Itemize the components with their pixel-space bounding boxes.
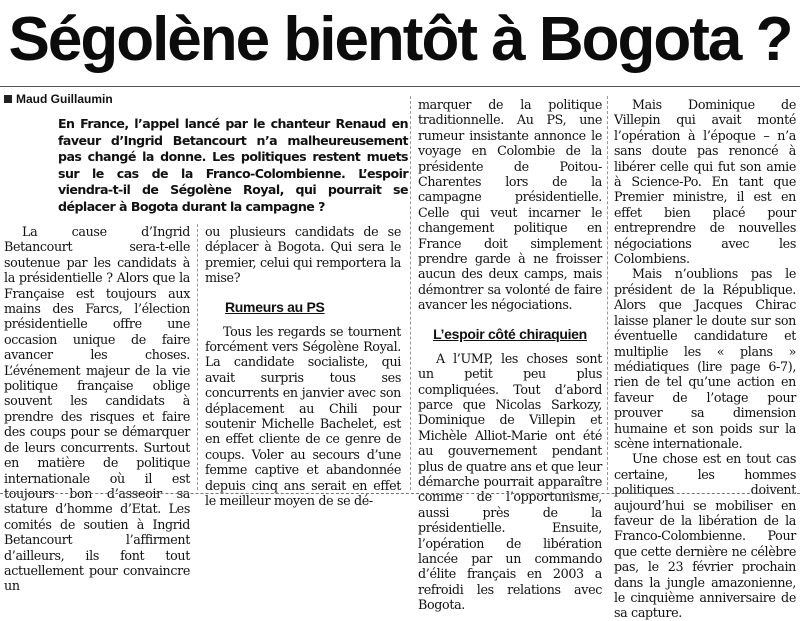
- col4-paragraph-1: Mais Dominique de Villepin qui avait monté l’opération à l’époque – n’a sans doute pas renoncé à libérer celle qui fut son amie à Science-Po. En tant que Premier ministre, il est en effet bien placé pour entreprendre de nouvelles négociations avec les Colombiens.: [614, 97, 796, 267]
- square-bullet-icon: [4, 95, 12, 103]
- col2-paragraph-1: ou plusieurs candidats de se déplacer à Bogota. Qui sera le premier, celui qui remportera la mise?: [205, 224, 401, 286]
- col2-paragraph-2: Tous les regards se tournent forcément vers Ségolène Royal. La candidate socialiste, qui avait surpris tous ses concurrents en janvier avec son déplacement au Chili pour soutenir Michelle Bachelet, est en effet cliente de ce genre de coups. Voler au secours d’une femme captive et abandonnée depuis cinq ans serait en effet le meilleur moyen de se dé-: [205, 323, 401, 509]
- column-3: [418, 97, 602, 613]
- bottom-rule: [0, 493, 800, 494]
- column-divider-3: [607, 96, 608, 490]
- lead-paragraph: En France, l’appel lancé par le chanteur Renaud en faveur d’Ingrid Betancourt n’a malheureusement pas changé la donne. Les politiques restent muets sur le cas de la Franco-Colombienne. L’espoir viendra-t-il de Ségolène Royal, qui pourrait se déplacer à Bogota durant la campagne ?: [58, 116, 408, 214]
- top-rule: [0, 86, 800, 87]
- subhead-espoir-cote-chiraquien: L’espoir côté chiraquien: [433, 325, 587, 342]
- column-divider-1: [197, 224, 198, 490]
- col3-paragraph-1: marquer de la politique traditionnelle. Au PS, une rumeur insistante annonce le voyage en Colombie de la présidente de Poitou-Charentes lors de la campagne présidentielle. Celle qui veut incarner le changement politique en France doit simplement prendre garde à ne froisser aucun des deux camps, mais démontrer sa volonté de faire avancer les négociations.: [418, 97, 602, 313]
- column-1: [4, 224, 190, 594]
- column-2: [205, 224, 401, 509]
- col4-paragraph-2: Mais n’oublions pas le président de la République. Alors que Jacques Chirac laisse planer le doute sur son éventuelle candidature et multiplie les « plans » médiatiques (lire page 6-7), rien de tel qu’une action en faveur de l’otage pour prouver sa dimension humaine et son poids sur la scène internationale.: [614, 266, 796, 451]
- col4-paragraph-3: Une chose est en tout cas certaine, les hommes politiques doivent aujourd’hui se mobiliser en faveur de la libération de la Franco-Colombienne. Pour que cette dernière ne célèbre pas, le 23 février prochain dans la jungle amazonienne, le cinquième anniversaire de sa capture.: [614, 451, 796, 621]
- column-divider-2: [410, 96, 411, 490]
- col3-paragraph-2: A l’UMP, les choses sont un petit peu plus compliquées. Tout d’abord parce que Nicolas Sarkozy, Dominique de Villepin et Michèle Alliot-Marie ont été au gouvernement pendant plus de quatre ans et que leur démarche pourrait apparaître comme de l’opportunisme, aussi près de la présidentielle. Ensuite, l’opération de libération lancée par un commando d’élite français en 2003 a refroidi les relations avec Bogota.: [418, 350, 602, 613]
- author-name: Maud Guillaumin: [16, 92, 113, 106]
- col1-paragraph-1: La cause d’Ingrid Betancourt sera-t-elle soutenue par les candidats à la présidentielle ? Alors que la Française est toujours aux mains des Farcs, l’élection présidentielle offre une occasion unique de faire avancer les choses. L’événement majeur de la vie politique française oblige souvent les candidats à prendre des risques et faire des coups pour se démarquer de leurs concurrents. Surtout en matière de politique internationale où il est toujours bon d’asseoir sa stature d’homme d’Etat. Les comités de soutien à Ingrid Betancourt l’affirment d’ailleurs, ils font tout actuellement pour convaincre un: [4, 224, 190, 594]
- subhead-rumeurs-au-ps: Rumeurs au PS: [225, 298, 325, 315]
- author-byline: [4, 92, 113, 106]
- column-4: [614, 97, 796, 621]
- headline: Ségolène bientôt à Bogota ?: [8, 5, 792, 74]
